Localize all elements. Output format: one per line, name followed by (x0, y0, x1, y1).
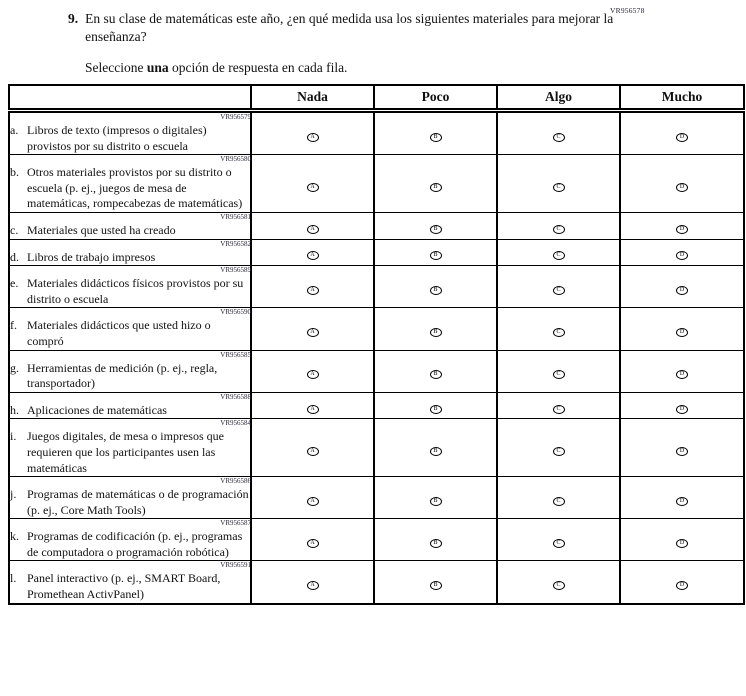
item-cell (9, 111, 251, 155)
row-label: f. (10, 318, 17, 333)
option-cell-algo (497, 350, 620, 392)
response-oval-nada[interactable]: A (307, 183, 319, 192)
response-oval-nada[interactable]: A (307, 370, 319, 379)
option-cell-nada (251, 266, 374, 308)
option-cell-poco (374, 419, 497, 477)
row-label: h. (10, 402, 19, 417)
table-row (9, 561, 744, 604)
response-oval-nada[interactable]: A (307, 539, 319, 548)
question-text: En su clase de matemáticas este año, ¿en qué medida usa los siguientes materiales para mejorar la enseñanza? (85, 11, 614, 45)
response-oval-algo[interactable]: C (553, 539, 565, 548)
option-cell-algo (497, 239, 620, 266)
table-row (9, 477, 744, 519)
option-cell-algo (497, 155, 620, 213)
response-oval-mucho[interactable]: D (676, 405, 688, 414)
option-cell-nada (251, 155, 374, 213)
row-code: VR956580 (220, 155, 251, 164)
option-cell-algo (497, 519, 620, 561)
row-text: Materiales didácticos físicos provistos por su distrito o escuela (27, 276, 244, 306)
row-text: Aplicaciones de matemáticas (27, 402, 167, 417)
option-cell-nada (251, 419, 374, 477)
option-cell-poco (374, 477, 497, 519)
header-cell-mucho: Mucho (620, 85, 744, 111)
question-instruction (85, 59, 648, 77)
option-cell-poco (374, 212, 497, 239)
option-cell-nada (251, 350, 374, 392)
option-cell-algo (497, 392, 620, 419)
response-oval-nada[interactable]: A (307, 225, 319, 234)
row-code: VR956588 (220, 392, 251, 401)
option-cell-poco (374, 155, 497, 213)
table-row (9, 419, 744, 477)
option-cell-algo (497, 477, 620, 519)
option-cell-mucho (620, 239, 744, 266)
row-text: Libros de texto (impresos o digitales) provistos por su distrito o escuela (27, 123, 207, 153)
instruction-prefix: Seleccione (85, 60, 147, 76)
row-code: VR956586 (220, 477, 251, 486)
response-oval-mucho[interactable]: D (676, 225, 688, 234)
row-label: i. (10, 429, 17, 444)
response-oval-nada[interactable]: A (307, 328, 319, 337)
option-cell-mucho (620, 561, 744, 604)
header-cell-empty (9, 85, 251, 111)
row-text: Panel interactivo (p. ej., SMART Board, Promethean ActivPanel) (27, 571, 221, 602)
row-label: e. (10, 276, 19, 291)
response-oval-algo[interactable]: C (553, 370, 565, 379)
option-cell-mucho (620, 266, 744, 308)
question-block (68, 10, 648, 77)
item-cell (9, 561, 251, 604)
option-cell-algo (497, 419, 620, 477)
response-oval-algo[interactable]: C (553, 251, 565, 260)
row-label: d. (10, 249, 19, 264)
item-cell (9, 350, 251, 392)
response-oval-mucho[interactable]: D (676, 251, 688, 260)
response-oval-mucho[interactable]: D (676, 370, 688, 379)
instruction-bold-word: una (146, 60, 169, 76)
option-cell-mucho (620, 419, 744, 477)
response-table-body (9, 111, 744, 604)
response-oval-poco[interactable]: B (430, 251, 442, 260)
header-row (9, 85, 744, 111)
option-cell-nada (251, 561, 374, 604)
option-cell-mucho (620, 111, 744, 155)
response-oval-poco[interactable]: B (430, 405, 442, 414)
table-row (9, 519, 744, 561)
response-oval-algo[interactable]: C (553, 405, 565, 414)
option-cell-poco (374, 392, 497, 419)
option-cell-poco (374, 111, 497, 155)
item-cell (9, 212, 251, 239)
row-label: l. (10, 571, 17, 586)
table-row (9, 212, 744, 239)
row-text: Programas de codificación (p. ej., programas de computadora o programación robótica) (27, 529, 243, 559)
table-row (9, 239, 744, 266)
option-cell-poco (374, 308, 497, 350)
row-text: Juegos digitales, de mesa o impresos que requieren que los participantes usen las matemáticas (27, 429, 224, 475)
response-oval-poco[interactable]: B (430, 133, 442, 142)
response-oval-mucho[interactable]: D (676, 447, 688, 456)
response-oval-mucho[interactable]: D (676, 133, 688, 142)
item-cell (9, 239, 251, 266)
response-oval-algo[interactable]: C (553, 286, 565, 295)
option-cell-mucho (620, 308, 744, 350)
table-row (9, 111, 744, 155)
row-label: a. (10, 123, 19, 137)
response-oval-nada[interactable]: A (307, 447, 319, 456)
option-cell-poco (374, 519, 497, 561)
response-oval-nada[interactable]: A (307, 251, 319, 260)
option-cell-mucho (620, 155, 744, 213)
row-text: Materiales que usted ha creado (27, 222, 176, 237)
row-label: k. (10, 529, 19, 544)
response-oval-mucho[interactable]: D (676, 497, 688, 506)
table-row (9, 308, 744, 350)
option-cell-mucho (620, 477, 744, 519)
response-oval-algo[interactable]: C (553, 225, 565, 234)
response-oval-poco[interactable]: B (430, 497, 442, 506)
item-cell (9, 155, 251, 213)
header-cell-algo: Algo (497, 85, 620, 111)
row-code: VR956584 (220, 419, 251, 428)
row-label: j. (10, 487, 17, 502)
response-oval-mucho[interactable]: D (676, 539, 688, 548)
response-oval-nada[interactable]: A (307, 133, 319, 142)
response-oval-algo[interactable]: C (553, 133, 565, 142)
option-cell-algo (497, 308, 620, 350)
table-row (9, 266, 744, 308)
row-text: Programas de matemáticas o de programación (p. ej., Core Math Tools) (27, 487, 249, 517)
response-oval-poco[interactable]: B (430, 225, 442, 234)
response-table-header (9, 85, 744, 111)
option-cell-mucho (620, 392, 744, 419)
response-oval-poco[interactable]: B (430, 539, 442, 548)
option-cell-mucho (620, 350, 744, 392)
row-text: Herramientas de medición (p. ej., regla, transportador) (27, 360, 218, 391)
option-cell-nada (251, 477, 374, 519)
response-oval-mucho[interactable]: D (676, 183, 688, 192)
option-cell-nada (251, 212, 374, 239)
row-code: VR956591 (220, 561, 251, 570)
row-label: c. (10, 222, 19, 237)
table-row (9, 155, 744, 213)
row-text: Otros materiales provistos por su distrito o escuela (p. ej., juegos de mesa de matemáticas, rompecabezas de matemáticas) (27, 165, 243, 211)
row-text: Libros de trabajo impresos (27, 249, 156, 264)
option-cell-nada (251, 111, 374, 155)
form-code: VR956578 (610, 6, 645, 15)
response-table (8, 84, 745, 605)
row-code: VR956589 (220, 266, 251, 275)
row-code: VR956579 (220, 113, 251, 121)
option-cell-algo (497, 266, 620, 308)
row-code: VR956585 (220, 350, 251, 359)
response-oval-algo[interactable]: C (553, 183, 565, 192)
option-cell-mucho (620, 519, 744, 561)
table-row (9, 350, 744, 392)
response-oval-algo[interactable]: C (553, 328, 565, 337)
item-cell (9, 266, 251, 308)
response-oval-poco[interactable]: B (430, 183, 442, 192)
response-oval-mucho[interactable]: D (676, 286, 688, 295)
item-cell (9, 519, 251, 561)
table-row (9, 392, 744, 419)
item-cell (9, 419, 251, 477)
row-label: b. (10, 165, 19, 180)
response-oval-nada[interactable]: A (307, 405, 319, 414)
response-oval-algo[interactable]: C (553, 447, 565, 456)
response-oval-nada[interactable]: A (307, 497, 319, 506)
option-cell-algo (497, 111, 620, 155)
response-oval-poco[interactable]: B (430, 286, 442, 295)
option-cell-algo (497, 561, 620, 604)
instruction-suffix: opción de respuesta en cada fila. (168, 60, 348, 76)
option-cell-poco (374, 350, 497, 392)
response-oval-algo[interactable]: C (553, 581, 565, 590)
response-oval-mucho[interactable]: D (676, 328, 688, 337)
response-oval-nada[interactable]: A (307, 581, 319, 590)
row-code: VR956581 (220, 212, 251, 221)
option-cell-algo (497, 212, 620, 239)
response-oval-poco[interactable]: B (430, 370, 442, 379)
row-code: VR956587 (220, 519, 251, 528)
option-cell-poco (374, 266, 497, 308)
item-cell (9, 308, 251, 350)
item-cell (9, 477, 251, 519)
response-oval-mucho[interactable]: D (676, 581, 688, 590)
row-text: Materiales didácticos que usted hizo o compró (27, 318, 211, 348)
header-cell-nada: Nada (251, 85, 374, 111)
option-cell-poco (374, 561, 497, 604)
response-oval-algo[interactable]: C (553, 497, 565, 506)
row-code: VR956582 (220, 239, 251, 248)
response-oval-poco[interactable]: B (430, 581, 442, 590)
response-oval-nada[interactable]: A (307, 286, 319, 295)
option-cell-nada (251, 392, 374, 419)
option-cell-mucho (620, 212, 744, 239)
response-oval-poco[interactable]: B (430, 447, 442, 456)
item-cell (9, 392, 251, 419)
option-cell-poco (374, 239, 497, 266)
option-cell-nada (251, 239, 374, 266)
option-cell-nada (251, 519, 374, 561)
option-cell-nada (251, 308, 374, 350)
response-oval-poco[interactable]: B (430, 328, 442, 337)
header-cell-poco: Poco (374, 85, 497, 111)
row-label: g. (10, 360, 19, 375)
question-number: 9. (68, 11, 79, 26)
row-code: VR956590 (220, 308, 251, 317)
